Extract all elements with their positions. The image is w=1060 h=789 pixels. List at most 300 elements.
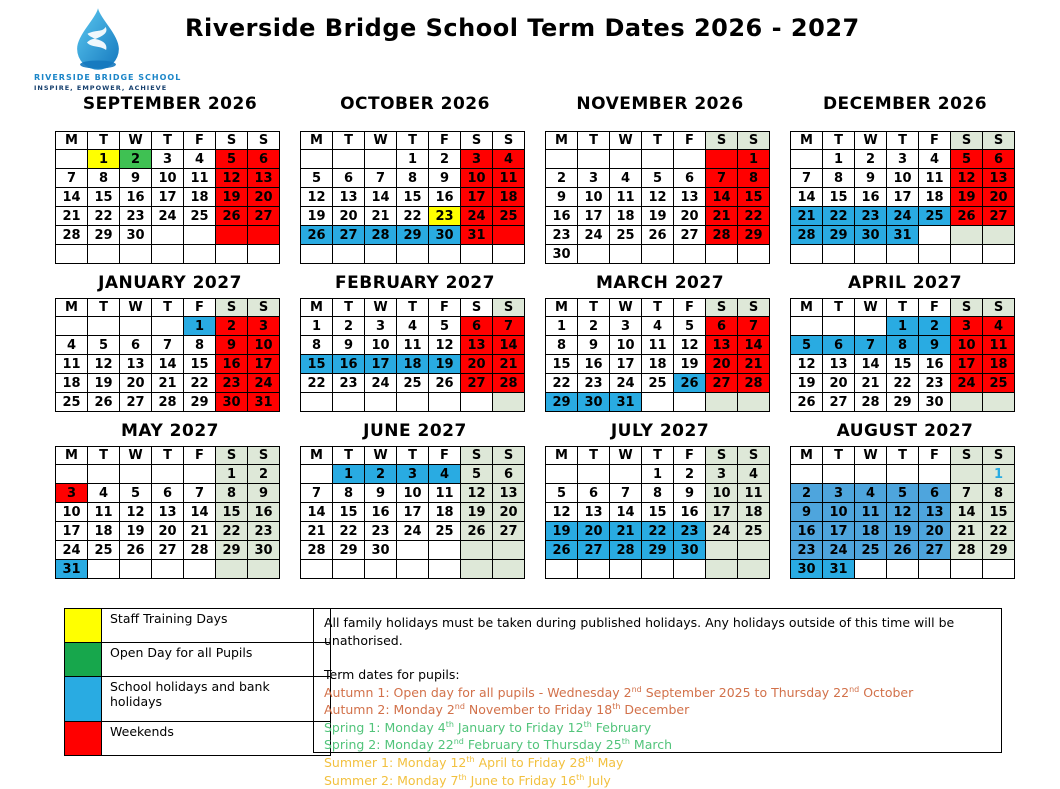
day-cell: 9 bbox=[333, 336, 365, 355]
day-cell: 13 bbox=[578, 503, 610, 522]
school-logo bbox=[34, 6, 162, 92]
day-cell: 10 bbox=[578, 188, 610, 207]
day-cell: 11 bbox=[397, 336, 429, 355]
day-cell: 9 bbox=[546, 188, 578, 207]
weekday-header: M bbox=[546, 447, 578, 465]
month-table bbox=[790, 446, 1015, 579]
day-cell bbox=[493, 245, 525, 264]
day-cell: 16 bbox=[248, 503, 280, 522]
weekday-header: W bbox=[855, 132, 887, 150]
day-cell: 22 bbox=[397, 207, 429, 226]
weekday-header: M bbox=[56, 447, 88, 465]
day-cell: 19 bbox=[216, 188, 248, 207]
day-cell: 31 bbox=[461, 226, 493, 245]
day-cell: 16 bbox=[216, 355, 248, 374]
day-cell: 4 bbox=[738, 465, 770, 484]
day-cell: 8 bbox=[333, 484, 365, 503]
day-cell: 14 bbox=[493, 336, 525, 355]
month-title: OCTOBER 2026 bbox=[300, 93, 530, 115]
day-cell: 5 bbox=[429, 317, 461, 336]
day-cell: 25 bbox=[429, 522, 461, 541]
day-cell: 19 bbox=[642, 207, 674, 226]
day-cell: 13 bbox=[248, 169, 280, 188]
day-cell: 11 bbox=[738, 484, 770, 503]
day-cell: 10 bbox=[365, 336, 397, 355]
day-cell: 8 bbox=[88, 169, 120, 188]
weekday-header: S bbox=[951, 132, 983, 150]
month-august-2027 bbox=[790, 420, 1020, 579]
weekday-header: T bbox=[88, 299, 120, 317]
day-cell: 9 bbox=[791, 503, 823, 522]
day-cell: 24 bbox=[887, 207, 919, 226]
day-cell: 25 bbox=[56, 393, 88, 412]
day-cell: 27 bbox=[333, 226, 365, 245]
day-cell: 18 bbox=[397, 355, 429, 374]
day-cell: 19 bbox=[951, 188, 983, 207]
day-cell: 9 bbox=[855, 169, 887, 188]
day-cell: 26 bbox=[301, 226, 333, 245]
day-cell: 11 bbox=[56, 355, 88, 374]
weekday-header: F bbox=[674, 447, 706, 465]
day-cell: 6 bbox=[248, 150, 280, 169]
legend-row bbox=[65, 677, 331, 722]
day-cell: 19 bbox=[88, 374, 120, 393]
weekday-header: F bbox=[184, 447, 216, 465]
day-cell: 4 bbox=[397, 317, 429, 336]
day-cell: 9 bbox=[216, 336, 248, 355]
day-cell: 4 bbox=[983, 317, 1015, 336]
legend-swatch bbox=[65, 722, 102, 756]
day-cell bbox=[56, 317, 88, 336]
weekday-header: T bbox=[887, 299, 919, 317]
day-cell: 24 bbox=[56, 541, 88, 560]
day-cell: 30 bbox=[365, 541, 397, 560]
weekday-header: W bbox=[610, 299, 642, 317]
day-cell: 6 bbox=[120, 336, 152, 355]
term-date-line: Autumn 2: Monday 2nd November to Friday 18th December bbox=[324, 701, 991, 719]
day-cell: 6 bbox=[674, 169, 706, 188]
day-cell: 26 bbox=[461, 522, 493, 541]
month-title: APRIL 2027 bbox=[790, 272, 1020, 294]
day-cell bbox=[610, 245, 642, 264]
month-april-2027 bbox=[790, 272, 1020, 412]
day-cell: 31 bbox=[248, 393, 280, 412]
day-cell: 11 bbox=[429, 484, 461, 503]
weekday-header: S bbox=[248, 299, 280, 317]
calendar-grid bbox=[55, 93, 1020, 579]
day-cell: 30 bbox=[919, 393, 951, 412]
day-cell: 5 bbox=[461, 465, 493, 484]
day-cell: 23 bbox=[216, 374, 248, 393]
day-cell: 10 bbox=[397, 484, 429, 503]
weekday-header: T bbox=[152, 447, 184, 465]
day-cell: 1 bbox=[397, 150, 429, 169]
day-cell: 22 bbox=[887, 374, 919, 393]
day-cell: 10 bbox=[823, 503, 855, 522]
day-cell: 10 bbox=[152, 169, 184, 188]
day-cell: 19 bbox=[887, 522, 919, 541]
day-cell bbox=[461, 245, 493, 264]
weekday-header: S bbox=[706, 299, 738, 317]
day-cell: 13 bbox=[461, 336, 493, 355]
day-cell: 17 bbox=[610, 355, 642, 374]
day-cell: 20 bbox=[706, 355, 738, 374]
day-cell: 26 bbox=[546, 541, 578, 560]
month-title: SEPTEMBER 2026 bbox=[55, 93, 285, 115]
day-cell: 4 bbox=[88, 484, 120, 503]
day-cell: 20 bbox=[983, 188, 1015, 207]
day-cell: 18 bbox=[493, 188, 525, 207]
day-cell: 30 bbox=[674, 541, 706, 560]
day-cell: 21 bbox=[56, 207, 88, 226]
day-cell: 12 bbox=[951, 169, 983, 188]
day-cell bbox=[546, 150, 578, 169]
day-cell: 19 bbox=[791, 374, 823, 393]
day-cell: 6 bbox=[333, 169, 365, 188]
day-cell: 17 bbox=[823, 522, 855, 541]
day-cell: 25 bbox=[88, 541, 120, 560]
day-cell: 13 bbox=[152, 503, 184, 522]
month-september-2026 bbox=[55, 93, 285, 264]
day-cell: 13 bbox=[823, 355, 855, 374]
month-march-2027 bbox=[545, 272, 775, 412]
day-cell: 11 bbox=[642, 336, 674, 355]
day-cell: 13 bbox=[120, 355, 152, 374]
day-cell: 14 bbox=[855, 355, 887, 374]
day-cell: 21 bbox=[951, 522, 983, 541]
day-cell bbox=[919, 245, 951, 264]
day-cell bbox=[333, 393, 365, 412]
day-cell: 15 bbox=[983, 503, 1015, 522]
weekday-header: T bbox=[88, 447, 120, 465]
day-cell: 26 bbox=[951, 207, 983, 226]
day-cell: 3 bbox=[706, 465, 738, 484]
day-cell: 19 bbox=[461, 503, 493, 522]
day-cell: 6 bbox=[461, 317, 493, 336]
weekday-header: F bbox=[674, 132, 706, 150]
day-cell: 19 bbox=[429, 355, 461, 374]
day-cell: 2 bbox=[120, 150, 152, 169]
day-cell bbox=[184, 465, 216, 484]
day-cell: 16 bbox=[120, 188, 152, 207]
day-cell: 3 bbox=[887, 150, 919, 169]
day-cell: 21 bbox=[301, 522, 333, 541]
day-cell bbox=[738, 541, 770, 560]
day-cell: 27 bbox=[578, 541, 610, 560]
weekday-header: S bbox=[706, 132, 738, 150]
day-cell bbox=[429, 393, 461, 412]
day-cell bbox=[184, 245, 216, 264]
day-cell: 27 bbox=[152, 541, 184, 560]
day-cell: 8 bbox=[983, 484, 1015, 503]
month-table bbox=[545, 446, 770, 579]
day-cell bbox=[546, 465, 578, 484]
day-cell bbox=[365, 150, 397, 169]
day-cell: 11 bbox=[493, 169, 525, 188]
day-cell bbox=[887, 465, 919, 484]
day-cell bbox=[706, 393, 738, 412]
day-cell: 23 bbox=[855, 207, 887, 226]
day-cell: 23 bbox=[248, 522, 280, 541]
day-cell bbox=[216, 226, 248, 245]
day-cell: 1 bbox=[887, 317, 919, 336]
day-cell: 4 bbox=[855, 484, 887, 503]
legend-swatch bbox=[65, 609, 102, 643]
day-cell: 16 bbox=[674, 503, 706, 522]
day-cell: 26 bbox=[674, 374, 706, 393]
day-cell: 23 bbox=[333, 374, 365, 393]
weekday-header: S bbox=[216, 447, 248, 465]
weekday-header: S bbox=[493, 299, 525, 317]
legend-row bbox=[65, 609, 331, 643]
day-cell: 7 bbox=[855, 336, 887, 355]
day-cell: 29 bbox=[887, 393, 919, 412]
day-cell bbox=[301, 560, 333, 579]
day-cell: 9 bbox=[674, 484, 706, 503]
month-november-2026 bbox=[545, 93, 775, 264]
day-cell: 25 bbox=[855, 541, 887, 560]
day-cell: 8 bbox=[887, 336, 919, 355]
weekday-header: T bbox=[823, 132, 855, 150]
day-cell: 14 bbox=[706, 188, 738, 207]
day-cell: 9 bbox=[120, 169, 152, 188]
day-cell: 5 bbox=[301, 169, 333, 188]
day-cell bbox=[578, 560, 610, 579]
day-cell: 28 bbox=[493, 374, 525, 393]
day-cell: 20 bbox=[823, 374, 855, 393]
day-cell: 22 bbox=[88, 207, 120, 226]
day-cell: 6 bbox=[493, 465, 525, 484]
weekday-header: S bbox=[951, 299, 983, 317]
day-cell: 1 bbox=[216, 465, 248, 484]
logo-school-name: RIVERSIDE BRIDGE SCHOOL bbox=[34, 73, 162, 82]
day-cell: 16 bbox=[791, 522, 823, 541]
day-cell: 2 bbox=[791, 484, 823, 503]
day-cell: 13 bbox=[706, 336, 738, 355]
day-cell: 21 bbox=[365, 207, 397, 226]
day-cell bbox=[855, 317, 887, 336]
day-cell: 24 bbox=[823, 541, 855, 560]
day-cell: 9 bbox=[248, 484, 280, 503]
term-dates-heading: Term dates for pupils: bbox=[324, 666, 991, 684]
day-cell: 8 bbox=[546, 336, 578, 355]
day-cell bbox=[152, 245, 184, 264]
day-cell: 20 bbox=[461, 355, 493, 374]
weekday-header: F bbox=[919, 299, 951, 317]
day-cell bbox=[56, 465, 88, 484]
day-cell: 28 bbox=[791, 226, 823, 245]
term-date-line: Summer 2: Monday 7th June to Friday 16th July bbox=[324, 772, 991, 789]
day-cell: 10 bbox=[461, 169, 493, 188]
day-cell: 18 bbox=[642, 355, 674, 374]
day-cell: 8 bbox=[823, 169, 855, 188]
day-cell: 15 bbox=[738, 188, 770, 207]
day-cell: 27 bbox=[823, 393, 855, 412]
day-cell bbox=[887, 245, 919, 264]
day-cell bbox=[301, 465, 333, 484]
day-cell: 29 bbox=[216, 541, 248, 560]
day-cell: 22 bbox=[333, 522, 365, 541]
legend-table bbox=[64, 608, 331, 756]
day-cell: 25 bbox=[642, 374, 674, 393]
day-cell: 21 bbox=[706, 207, 738, 226]
month-table bbox=[545, 298, 770, 412]
day-cell: 10 bbox=[706, 484, 738, 503]
weekday-header: T bbox=[578, 132, 610, 150]
day-cell bbox=[919, 465, 951, 484]
day-cell: 5 bbox=[216, 150, 248, 169]
day-cell: 6 bbox=[823, 336, 855, 355]
day-cell bbox=[674, 245, 706, 264]
day-cell: 23 bbox=[791, 541, 823, 560]
month-title: FEBRUARY 2027 bbox=[300, 272, 530, 294]
weekday-header: W bbox=[855, 299, 887, 317]
day-cell: 29 bbox=[823, 226, 855, 245]
day-cell: 16 bbox=[333, 355, 365, 374]
day-cell: 7 bbox=[610, 484, 642, 503]
day-cell: 18 bbox=[429, 503, 461, 522]
day-cell: 22 bbox=[983, 522, 1015, 541]
day-cell bbox=[887, 560, 919, 579]
day-cell: 12 bbox=[88, 355, 120, 374]
day-cell: 7 bbox=[365, 169, 397, 188]
day-cell: 18 bbox=[919, 188, 951, 207]
month-title: AUGUST 2027 bbox=[790, 420, 1020, 442]
day-cell: 28 bbox=[738, 374, 770, 393]
weekday-header: F bbox=[674, 299, 706, 317]
day-cell: 1 bbox=[333, 465, 365, 484]
day-cell: 27 bbox=[983, 207, 1015, 226]
day-cell: 19 bbox=[301, 207, 333, 226]
day-cell: 20 bbox=[674, 207, 706, 226]
term-dates-list bbox=[324, 684, 991, 789]
day-cell: 23 bbox=[365, 522, 397, 541]
day-cell bbox=[493, 393, 525, 412]
day-cell: 19 bbox=[674, 355, 706, 374]
weekday-header: T bbox=[397, 447, 429, 465]
day-cell: 1 bbox=[88, 150, 120, 169]
weekday-header: W bbox=[610, 132, 642, 150]
day-cell: 31 bbox=[56, 560, 88, 579]
weekday-header: F bbox=[919, 132, 951, 150]
day-cell: 11 bbox=[184, 169, 216, 188]
term-date-line: Summer 1: Monday 12th April to Friday 28th May bbox=[324, 754, 991, 772]
day-cell: 12 bbox=[887, 503, 919, 522]
day-cell: 2 bbox=[248, 465, 280, 484]
day-cell: 15 bbox=[88, 188, 120, 207]
month-december-2026 bbox=[790, 93, 1020, 264]
day-cell bbox=[216, 245, 248, 264]
day-cell bbox=[301, 245, 333, 264]
day-cell bbox=[706, 245, 738, 264]
weekday-header: M bbox=[791, 132, 823, 150]
day-cell: 10 bbox=[887, 169, 919, 188]
day-cell: 9 bbox=[919, 336, 951, 355]
weekday-header: S bbox=[493, 132, 525, 150]
day-cell: 18 bbox=[610, 207, 642, 226]
weekday-header: M bbox=[56, 299, 88, 317]
day-cell: 1 bbox=[184, 317, 216, 336]
day-cell: 4 bbox=[56, 336, 88, 355]
weekday-header: S bbox=[216, 299, 248, 317]
weekday-header: W bbox=[855, 447, 887, 465]
weekday-header: T bbox=[333, 299, 365, 317]
day-cell: 30 bbox=[855, 226, 887, 245]
day-cell bbox=[88, 245, 120, 264]
day-cell: 26 bbox=[642, 226, 674, 245]
day-cell: 1 bbox=[983, 465, 1015, 484]
day-cell: 21 bbox=[855, 374, 887, 393]
day-cell: 26 bbox=[88, 393, 120, 412]
legend-swatch bbox=[65, 643, 102, 677]
day-cell bbox=[823, 245, 855, 264]
day-cell bbox=[56, 150, 88, 169]
day-cell: 21 bbox=[738, 355, 770, 374]
day-cell bbox=[951, 226, 983, 245]
day-cell: 2 bbox=[578, 317, 610, 336]
day-cell bbox=[56, 245, 88, 264]
day-cell: 18 bbox=[88, 522, 120, 541]
day-cell: 28 bbox=[184, 541, 216, 560]
weekday-header: T bbox=[642, 132, 674, 150]
legend-swatch bbox=[65, 677, 102, 722]
day-cell: 22 bbox=[301, 374, 333, 393]
day-cell: 29 bbox=[88, 226, 120, 245]
day-cell bbox=[493, 226, 525, 245]
day-cell: 7 bbox=[738, 317, 770, 336]
month-title: JUNE 2027 bbox=[300, 420, 530, 442]
day-cell: 2 bbox=[333, 317, 365, 336]
day-cell bbox=[706, 150, 738, 169]
day-cell: 18 bbox=[184, 188, 216, 207]
weekday-header: M bbox=[546, 132, 578, 150]
day-cell: 21 bbox=[610, 522, 642, 541]
month-table bbox=[545, 131, 770, 264]
day-cell: 6 bbox=[578, 484, 610, 503]
day-cell bbox=[365, 560, 397, 579]
weekday-header: S bbox=[493, 447, 525, 465]
day-cell: 22 bbox=[823, 207, 855, 226]
day-cell: 14 bbox=[791, 188, 823, 207]
day-cell: 7 bbox=[493, 317, 525, 336]
day-cell bbox=[983, 245, 1015, 264]
day-cell: 18 bbox=[56, 374, 88, 393]
month-table bbox=[790, 131, 1015, 264]
month-february-2027 bbox=[300, 272, 530, 412]
day-cell: 31 bbox=[610, 393, 642, 412]
weekday-header: M bbox=[56, 132, 88, 150]
day-cell: 22 bbox=[642, 522, 674, 541]
day-cell: 17 bbox=[152, 188, 184, 207]
day-cell: 17 bbox=[397, 503, 429, 522]
day-cell: 29 bbox=[738, 226, 770, 245]
weekday-header: W bbox=[365, 132, 397, 150]
day-cell: 14 bbox=[738, 336, 770, 355]
day-cell bbox=[365, 393, 397, 412]
day-cell: 4 bbox=[184, 150, 216, 169]
weekday-header: S bbox=[738, 132, 770, 150]
day-cell: 1 bbox=[642, 465, 674, 484]
weekday-header: S bbox=[461, 132, 493, 150]
day-cell: 19 bbox=[546, 522, 578, 541]
day-cell: 28 bbox=[365, 226, 397, 245]
day-cell: 4 bbox=[919, 150, 951, 169]
day-cell: 21 bbox=[791, 207, 823, 226]
day-cell bbox=[610, 150, 642, 169]
day-cell: 10 bbox=[951, 336, 983, 355]
day-cell: 25 bbox=[493, 207, 525, 226]
day-cell: 2 bbox=[674, 465, 706, 484]
